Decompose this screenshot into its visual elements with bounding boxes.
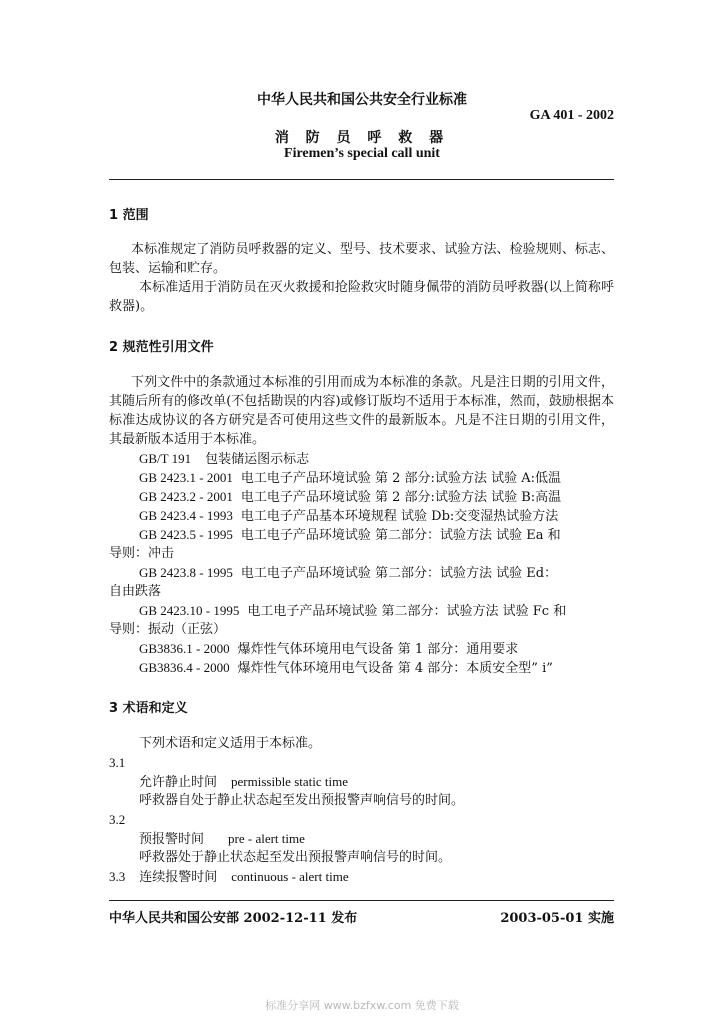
ref-item: GB 2423.8 - 1995 电工电子产品环境试验 第二部分：试验方法 试验 Ed： [139,565,558,581]
standard-category-title: 中华人民共和国公共安全行业标准 [257,92,467,108]
ref-item: GB 2423.4 - 1993 电工电子产品基本环境规程 试验 Db:交变湿热试验方法 [139,508,559,524]
standard-code: GA 401 - 2002 [529,108,614,123]
issuer-line: 中华人民共和国公安部 2002-12-11 发布 [109,911,358,926]
header-divider [109,179,614,180]
ref-item: GB 2423.5 - 1995 电工电子产品环境试验 第二部分：试验方法 试验 Ea 和 [139,527,561,543]
ref-item: GB 2423.1 - 2001 电工电子产品环境试验 第 2 部分:试验方法 试验 A:低温 [139,470,561,486]
watermark: 标准分享网 www.bzfxw.com 免费下载 [265,999,459,1012]
ref-item-continuation: 导则：振动（正弦） [109,622,227,637]
term-number: 3.2 [109,812,126,827]
ref-item: GB 2423.10 - 1995 电工电子产品环境试验 第二部分：试验方法 试验 Fc 和 [139,603,567,619]
section-1-heading: 1 范围 [109,208,149,223]
section-3-heading: 3 术语和定义 [109,701,188,716]
term-number: 3.1 [109,755,126,770]
document-title-cn: 消 防 员 呼 救 器 [274,130,450,146]
document-title-en: Firemen’s special call unit [284,146,440,161]
term-title: 预报警时间 pre - alert time [139,831,305,847]
ref-item: GB3836.1 - 2000 爆炸性气体环境用电气设备 第 1 部分：通用要求 [139,641,519,657]
term-title: 允许静止时间 permissible static time [139,774,348,790]
ref-item-continuation: 导则：冲击 [109,546,175,561]
section-2-heading: 2 规范性引用文件 [109,340,214,355]
section-2-paragraph: 下列文件中的条款通过本标准的引用而成为本标准的条款。凡是注日期的引用文件，其随后所有的修改单(不包括勘误的内容)或修订版均不适用于本标准，然而，鼓励根据本标准达成协议的各方研究是否可使用这些文件的最新版本。凡是不注日期的引用文件，其最新版本适用于本标准。 [109,375,614,447]
footer-divider [109,900,614,901]
term-definition: 呼救器自处于静止状态起至发出预报警声响信号的时间。 [139,793,465,808]
effective-date: 2003-05-01 实施 [500,911,614,926]
term-definition: 呼救器处于静止状态起至发出预报警声响信号的时间。 [139,850,452,865]
ref-item-continuation: 自由跌落 [109,584,162,599]
ref-item: GB/T 191 包装储运图示标志 [139,451,310,467]
section-1-paragraph-1: 本标准规定了消防员呼救器的定义、型号、技术要求、试验方法、检验规则、标志、包装、运输和贮存。 [109,242,614,276]
ref-item: GB 2423.2 - 2001 电工电子产品环境试验 第 2 部分:试验方法 试验 B:高温 [139,489,562,505]
section-1-paragraph-2: 本标准适用于消防员在灭火救援和抢险救灾时随身佩带的消防员呼救器(以上简称呼救器)。 [109,280,614,314]
ref-item: GB3836.4 - 2000 爆炸性气体环境用电气设备 第 4 部分：本质安全型” i” [139,660,553,676]
term-title: 3.3 连续报警时间 continuous - alert time [109,869,349,885]
section-3-intro: 下列术语和定义适用于本标准。 [139,736,322,751]
